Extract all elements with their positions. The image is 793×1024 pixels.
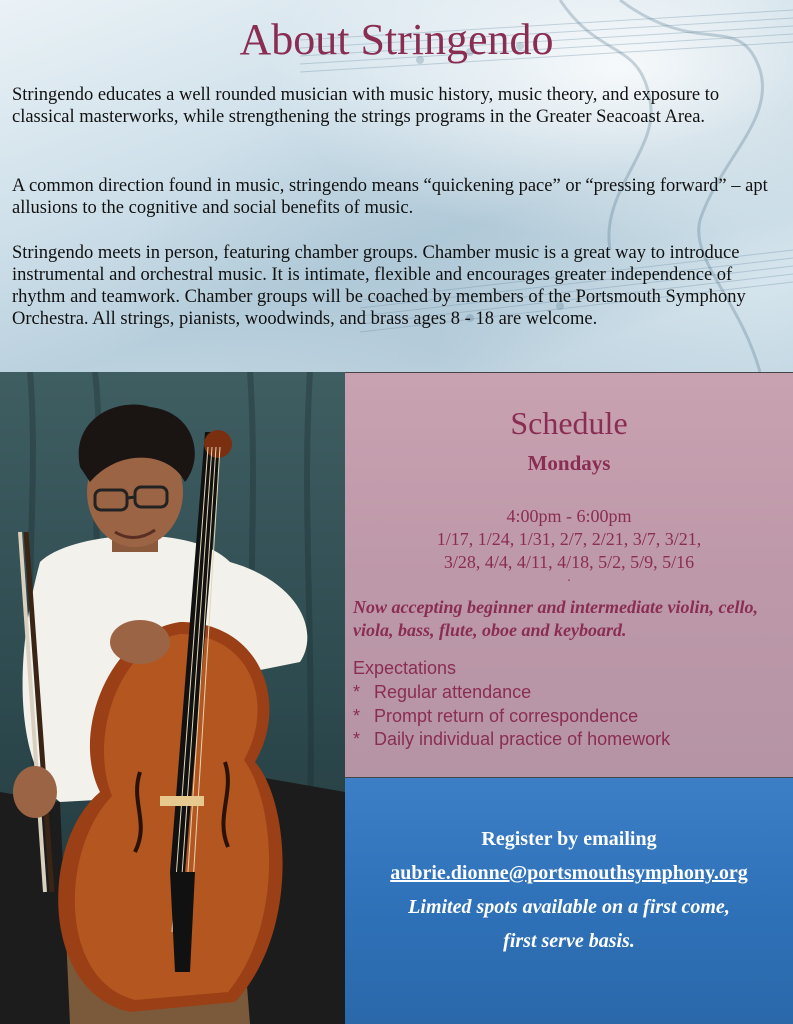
list-item [353,705,670,729]
expectations-title: Expectations [353,658,457,678]
register-note-line-1: Limited spots available on a first come, [408,896,730,918]
schedule-day: Mondays [527,451,611,475]
list-item [353,681,670,705]
schedule-title: Schedule [510,405,628,441]
page-title: About Stringendo [239,15,554,64]
intro-paragraph-3: Stringendo meets in person, featuring chamber groups. Chamber music is a great way to introduce instrumental and orchestral music. It is intimate, flexible and encourages greater independence of rhythm and teamwork. Chamber groups will be coached by members of the Portsmouth Symphony Orchestra. All strings, pianists, woodwinds, and brass ages 8 - 18 are welcome. [12,243,746,329]
schedule-time: 4:00pm - 6:00pm [506,506,632,526]
expectation-text: Daily individual practice of homework [374,729,671,749]
register-heading: Register by emailing [481,828,657,850]
register-note-line-2: first serve basis. [503,930,635,952]
bullet-icon: * [353,682,361,702]
schedule-dates [345,528,793,574]
about-section [0,0,793,372]
cellist-illustration [0,372,345,1024]
enrollment-note: Now accepting beginner and intermediate violin, cello, viola, bass, flute, oboe and keyboard. [353,597,758,640]
schedule-separator: . [567,570,571,585]
register-panel [345,778,793,1024]
bullet-icon: * [353,729,361,749]
expectation-text: Regular attendance [374,682,532,702]
intro-paragraph-2: A common direction found in music, stringendo means “quickening pace” or “pressing forward” – apt allusions to the cognitive and social benefits of music. [12,176,768,218]
cellist-photo [0,372,346,1024]
schedule-panel [345,372,793,778]
list-item [353,728,670,752]
register-email-link[interactable]: aubrie.dionne@portsmouthsymphony.org [390,862,748,884]
expectations-list [353,681,670,752]
expectation-text: Prompt return of correspondence [374,705,639,726]
schedule-dates-line-1: 1/17, 1/24, 1/31, 2/7, 2/21, 3/7, 3/21, [436,529,702,549]
schedule-dates-line-2: 3/28, 4/4, 4/11, 4/18, 5/2, 5/9, 5/16 [443,552,695,572]
bullet-icon: * [353,705,361,726]
intro-paragraph-1: Stringendo educates a well rounded musician with music history, music theory, and exposure to classical masterworks, while strengthening the strings programs in the Greater Seacoast Area. [12,85,720,127]
